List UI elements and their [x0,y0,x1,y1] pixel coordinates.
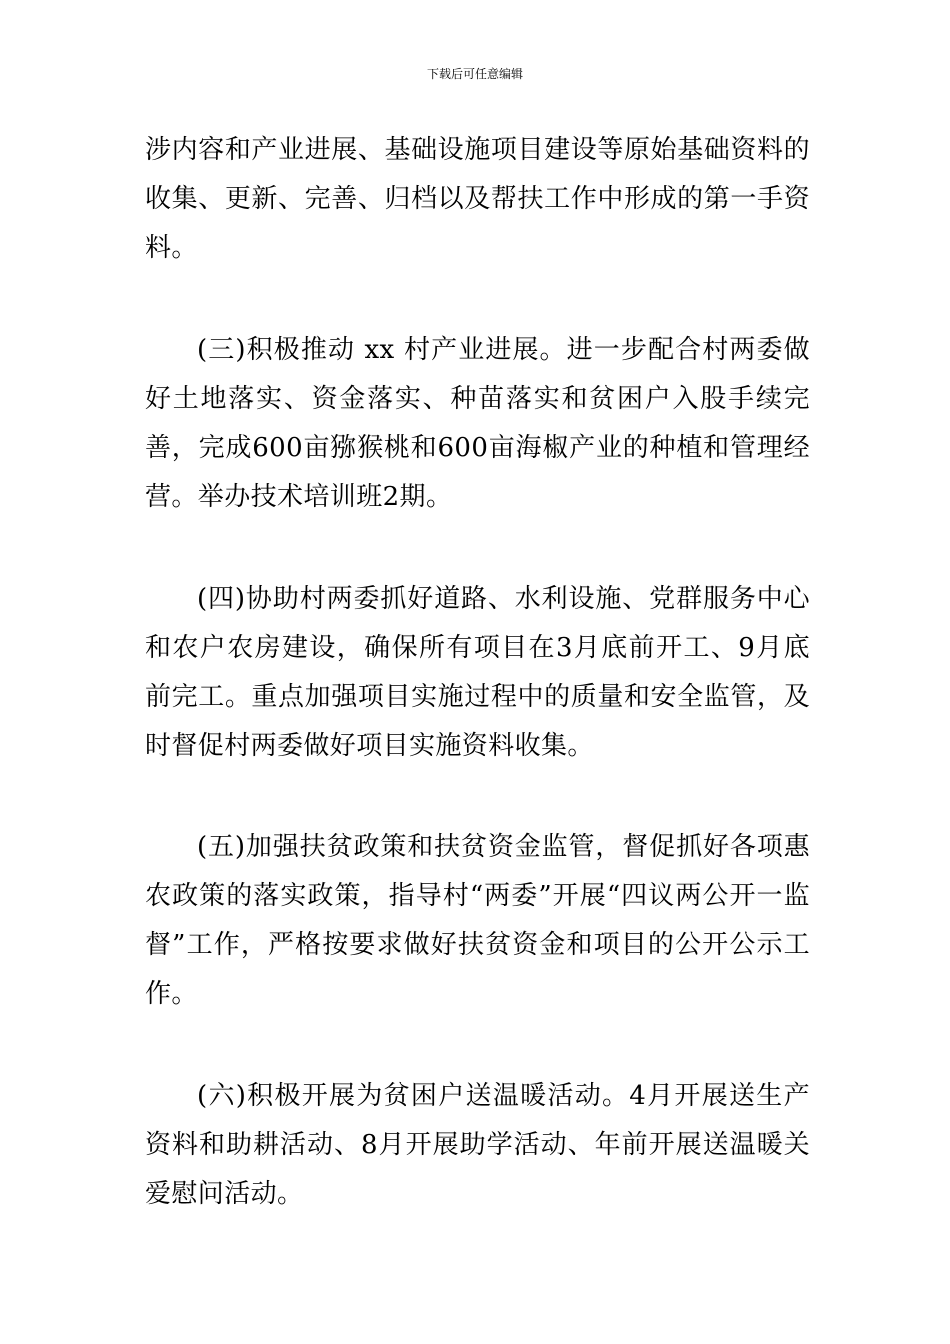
page-header-note: 下载后可任意编辑 [426,67,523,81]
paragraph-section-5: (五)加强扶贫政策和扶贫资金监管，督促抓好各项惠农政策的落实政策，指导村“两委”开展“四议两公开一监督”工作，严格按要求做好扶贫资金和项目的公开公示工作。 [145,832,810,1009]
paragraph-continuation: 涉内容和产业进展、基础设施项目建设等原始基础资料的收集、更新、完善、归档以及帮扶工作中形成的第一手资料。 [145,135,810,263]
paragraph-section-6: (六)积极开展为贫困户送温暖活动。4月开展送生产资料和助耕活动、8月开展助学活动、年前开展送温暖关爱慰问活动。 [145,1081,810,1209]
paragraph-section-3: (三)积极推动 xx 村产业进展。进一步配合村两委做好土地落实、资金落实、种苗落实和贫困户入股手续完善，完成600亩猕猴桃和600亩海椒产业的种植和管理经营。举办技术培训班2期。 [145,335,810,512]
paragraph-section-4: (四)协助村两委抓好道路、水利设施、党群服务中心和农户农房建设，确保所有项目在3月底前开工、9月底前完工。重点加强项目实施过程中的质量和安全监管，及时督促村两委做好项目实施资料收集。 [145,584,810,761]
